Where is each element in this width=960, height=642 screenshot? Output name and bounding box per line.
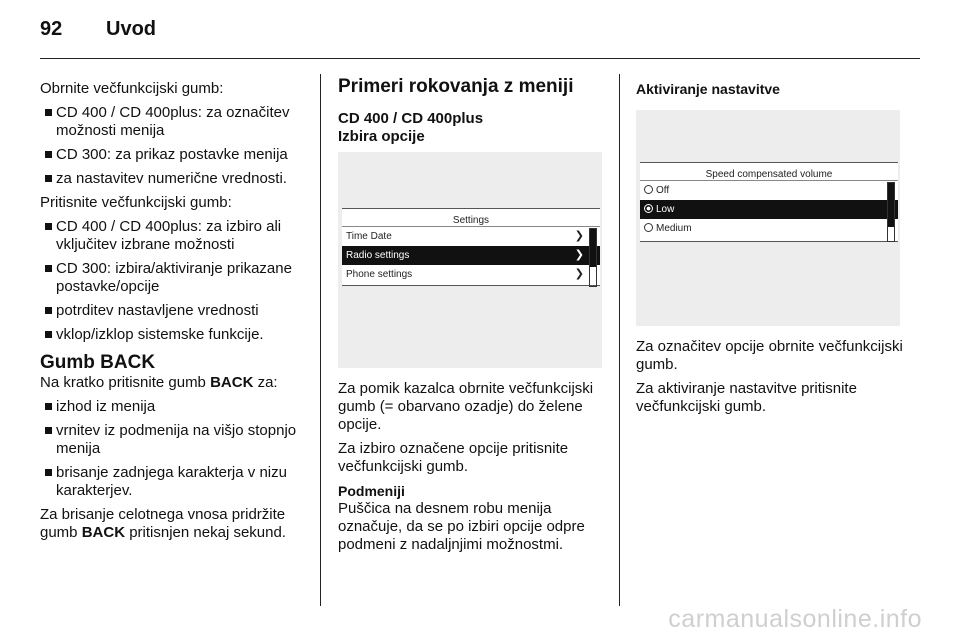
back-keyword: BACK (81, 524, 126, 541)
option-row-off: Off (640, 181, 898, 200)
option-row-low: Low (640, 200, 898, 219)
page-header (40, 18, 156, 41)
model-subheading: CD 400 / CD 400plus (338, 110, 484, 127)
page-title: Uvod (106, 18, 156, 40)
back-intro: Na kratko pritisnite gumb BACK za: (40, 374, 278, 391)
submenus-subheading: Podmeniji (338, 483, 405, 499)
speed-volume-screen-image (636, 110, 900, 326)
page-number: 92 (40, 18, 63, 40)
list-item: za nastavitev numerične vrednosti. (40, 170, 308, 188)
chevron-right-icon: ❯ (574, 268, 584, 280)
paragraph: Za označitev opcije obrnite večfunkcijski gumb. (636, 338, 903, 373)
press-list (40, 218, 308, 344)
list-item: CD 300: za prikaz postavke menija (40, 146, 308, 164)
column-divider-2 (619, 74, 620, 606)
menu-row-phone-settings: Phone settings ❯ (342, 265, 600, 284)
settings-screen-image (338, 152, 602, 368)
list-item: brisanje zadnjega karakterja v nizu karakterjev. (40, 464, 308, 500)
back-keyword: BACK (210, 374, 254, 391)
list-item: CD 300: izbira/aktiviranje prikazane postavke/opcije (40, 260, 308, 296)
screen-title: Speed compensated volume (640, 163, 898, 181)
radio-button-icon (644, 185, 653, 194)
scrollbar-thumb (888, 183, 894, 227)
display-screen (342, 208, 600, 286)
list-item: vklop/izklop sistemske funkcije. (40, 326, 308, 344)
back-hold-text: Za brisanje celotnega vnosa pridržite gumb BACK pritisnjen nekaj sekund. (40, 506, 286, 541)
scrollbar (589, 228, 597, 287)
list-item: CD 400 / CD 400plus: za označitev možnosti menija (40, 104, 308, 140)
column-2 (338, 78, 606, 560)
menu-row-radio-settings: Radio settings ❯ (342, 246, 600, 265)
chevron-right-icon: ❯ (574, 230, 584, 242)
paragraph: Za aktiviranje nastavitve pritisnite večfunkcijski gumb. (636, 380, 857, 415)
radio-button-icon (644, 223, 653, 232)
menu-row-time-date: Time Date ❯ (342, 227, 600, 246)
column-3 (636, 80, 906, 422)
chevron-right-icon: ❯ (574, 249, 584, 261)
list-item: CD 400 / CD 400plus: za izbiro ali vključitev izbrane možnosti (40, 218, 308, 254)
scrollbar (887, 182, 895, 242)
paragraph: Za izbiro označene opcije pritisnite večfunkcijski gumb. (338, 440, 569, 475)
column-divider-1 (320, 74, 321, 606)
scrollbar-thumb (590, 229, 596, 267)
paragraph: Puščica na desnem robu menija označuje, da se po izbiri opcije odpre podmeni z nadaljnjimi možnostmi. (338, 500, 585, 553)
activate-setting-heading: Aktiviranje nastavitve (636, 81, 780, 97)
intro-press: Pritisnite večfunkcijski gumb: (40, 194, 232, 211)
back-list (40, 398, 308, 500)
column-1 (40, 80, 308, 548)
back-heading: Gumb BACK (40, 352, 156, 373)
section-heading: Primeri rokovanja z meniji (338, 76, 574, 97)
display-screen (640, 162, 898, 242)
radio-button-icon (644, 204, 653, 213)
intro-turn: Obrnite večfunkcijski gumb: (40, 80, 224, 97)
list-item: potrditev nastavljene vrednosti (40, 302, 308, 320)
header-rule (40, 58, 920, 59)
screen-title: Settings (342, 209, 600, 227)
select-option-subheading: Izbira opcije (338, 128, 425, 145)
turn-list (40, 104, 308, 188)
watermark: carmanualsonline.info (668, 605, 922, 633)
option-row-medium: Medium (640, 219, 898, 238)
list-item: vrnitev iz podmenija na višjo stopnjo menija (40, 422, 308, 458)
paragraph: Za pomik kazalca obrnite večfunkcijski gumb (= obarvano ozadje) do želene opcije. (338, 380, 594, 433)
list-item: izhod iz menija (40, 398, 308, 416)
